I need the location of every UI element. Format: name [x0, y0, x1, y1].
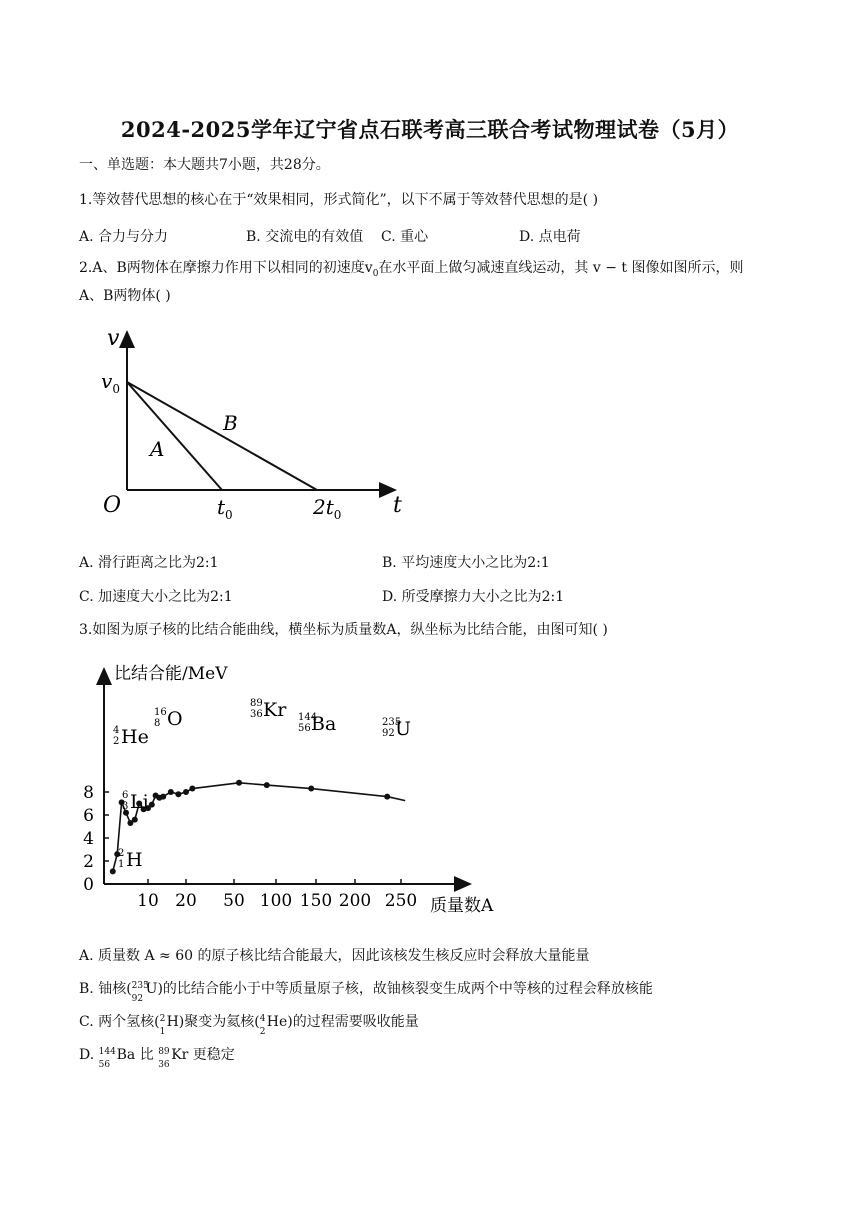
svg-text:Ba: Ba [311, 713, 337, 735]
ba144-nuclide: 144 56 [98, 1047, 116, 1070]
x-tick-label: 100 [259, 891, 293, 911]
question-1-stem: 1.等效替代思想的核心在于“效果相同，形式简化”，以下不属于等效替代思想的是( ) [79, 192, 599, 208]
line-a-label: A [150, 437, 165, 461]
svg-text:6: 6 [122, 790, 129, 801]
q2-option-b[interactable]: B. 平均速度大小之比为2:1 [382, 555, 550, 571]
x-tick-label: 10 [137, 891, 159, 911]
q2-option-d[interactable]: D. 所受摩擦力大小之比为2:1 [382, 589, 565, 605]
svg-text:3: 3 [122, 801, 129, 812]
nuclide-label-he [113, 725, 149, 748]
chart-y-label: 比结合能/MeV [114, 664, 228, 684]
svg-text:1: 1 [118, 859, 125, 870]
x-tick-label: 200 [338, 891, 372, 911]
kr89-nuclide: 89 36 [158, 1047, 170, 1070]
origin-label: O [103, 493, 122, 518]
nuclide-label-u [382, 717, 411, 740]
x-tick-label: 250 [384, 891, 418, 911]
data-point [236, 780, 242, 786]
vt-graph [95, 320, 415, 520]
svg-text:O: O [167, 708, 183, 730]
svg-text:Kr: Kr [263, 699, 287, 721]
data-point [384, 794, 390, 800]
q1-option-d[interactable]: D. 点电荷 [519, 229, 581, 245]
t0-label: $t_0$ [217, 495, 233, 520]
svg-text:235: 235 [382, 717, 402, 728]
q3-option-a[interactable]: A. 质量数 A ≈ 60 的原子核比结合能最大，因此该核发生核反应时会释放大量能量 [79, 948, 590, 964]
q2-option-a[interactable]: A. 滑行距离之比为2:1 [79, 555, 219, 571]
data-point [175, 791, 181, 797]
line-b [127, 382, 317, 490]
svg-text:16: 16 [154, 707, 167, 718]
svg-text:Li: Li [130, 791, 149, 813]
line-a [127, 382, 222, 490]
q3-option-c[interactable]: C. 两个氢核( 2 1 H)聚变为氦核( 4 2 He)的过程需要吸收能量 [79, 1014, 419, 1037]
svg-text:2: 2 [118, 848, 125, 859]
nuclide-label-o [154, 707, 183, 730]
he4-nuclide: 4 2 [259, 1014, 266, 1037]
y-tick-label: 8 [83, 783, 94, 803]
question-2-stem-line2: A、B两物体( ) [79, 288, 171, 304]
x-tick-label: 20 [175, 891, 197, 911]
chart-x-label: 质量数A [430, 896, 494, 916]
svg-text:36: 36 [250, 709, 263, 720]
u235-nuclide: 235 92 [131, 981, 149, 1004]
line-b-label: B [223, 411, 238, 435]
data-point [160, 794, 166, 800]
svg-text:92: 92 [382, 728, 395, 739]
section-heading: 一、单选题：本大题共7小题，共28分。 [79, 157, 330, 173]
q2-option-c[interactable]: C. 加速度大小之比为2:1 [79, 589, 233, 605]
svg-text:4: 4 [113, 725, 120, 736]
nuclide-label-li [122, 790, 149, 813]
nuclide-label-ba [298, 712, 336, 735]
h2-nuclide: 2 1 [159, 1014, 166, 1037]
svg-text:89: 89 [250, 698, 263, 709]
data-point [189, 786, 195, 792]
page-title: 2024-2025学年辽宁省点石联考高三联合考试物理试卷（5月） [120, 117, 740, 142]
q3-option-b[interactable]: B. 铀核( 235 92 U)的比结合能小于中等质量原子核，故铀核裂变生成两个中等核的过程会释放核能 [79, 981, 653, 1004]
q2-stem-v0: $v_0$ [364, 260, 379, 279]
svg-text:56: 56 [298, 723, 311, 734]
t-axis-label: t [393, 493, 402, 518]
data-point [264, 782, 270, 788]
x-tick-label: 150 [299, 891, 333, 911]
q1-option-b[interactable]: B. 交流电的有效值 [246, 229, 364, 245]
q2-stem-part1: 2.A、B两物体在摩擦力作用下以相同的初速度 [79, 260, 365, 276]
q1-option-c[interactable]: C. 重心 [381, 229, 429, 245]
q1-option-a[interactable]: A. 合力与分力 [79, 229, 169, 245]
v-axis-label: v [107, 326, 120, 351]
question-3-stem: 3.如图为原子核的比结合能曲线，横坐标为质量数A，纵坐标为比结合能，由图可知( ) [79, 622, 608, 638]
y-tick-label: 4 [83, 829, 94, 849]
q2-stem-part2: 在水平面上做匀减速直线运动，其 v − t 图像如图所示，则 [378, 260, 744, 276]
data-point [132, 817, 138, 823]
data-point [149, 802, 155, 808]
y-tick-label: 6 [83, 806, 94, 826]
nuclide-label-kr [250, 698, 287, 721]
svg-text:8: 8 [154, 718, 161, 729]
y-tick-label: 2 [83, 852, 94, 872]
data-point [168, 789, 174, 795]
data-point [308, 786, 314, 792]
data-point [183, 789, 189, 795]
binding-energy-chart [78, 655, 518, 920]
svg-text:U: U [395, 718, 412, 740]
svg-text:144: 144 [298, 712, 318, 723]
data-point [110, 868, 116, 874]
y-tick-label: 0 [83, 875, 94, 895]
q3-option-d[interactable]: D. 144 56 Ba 比 89 36 Kr 更稳定 [79, 1047, 235, 1070]
2t0-label: $2t_0$ [313, 495, 342, 520]
x-tick-label: 50 [223, 891, 245, 911]
question-2-stem [79, 258, 744, 284]
svg-text:H: H [126, 849, 143, 871]
svg-text:2: 2 [113, 736, 120, 747]
nuclide-label-h [118, 848, 143, 871]
svg-text:He: He [121, 726, 149, 748]
v0-label: $v_0$ [101, 369, 120, 396]
